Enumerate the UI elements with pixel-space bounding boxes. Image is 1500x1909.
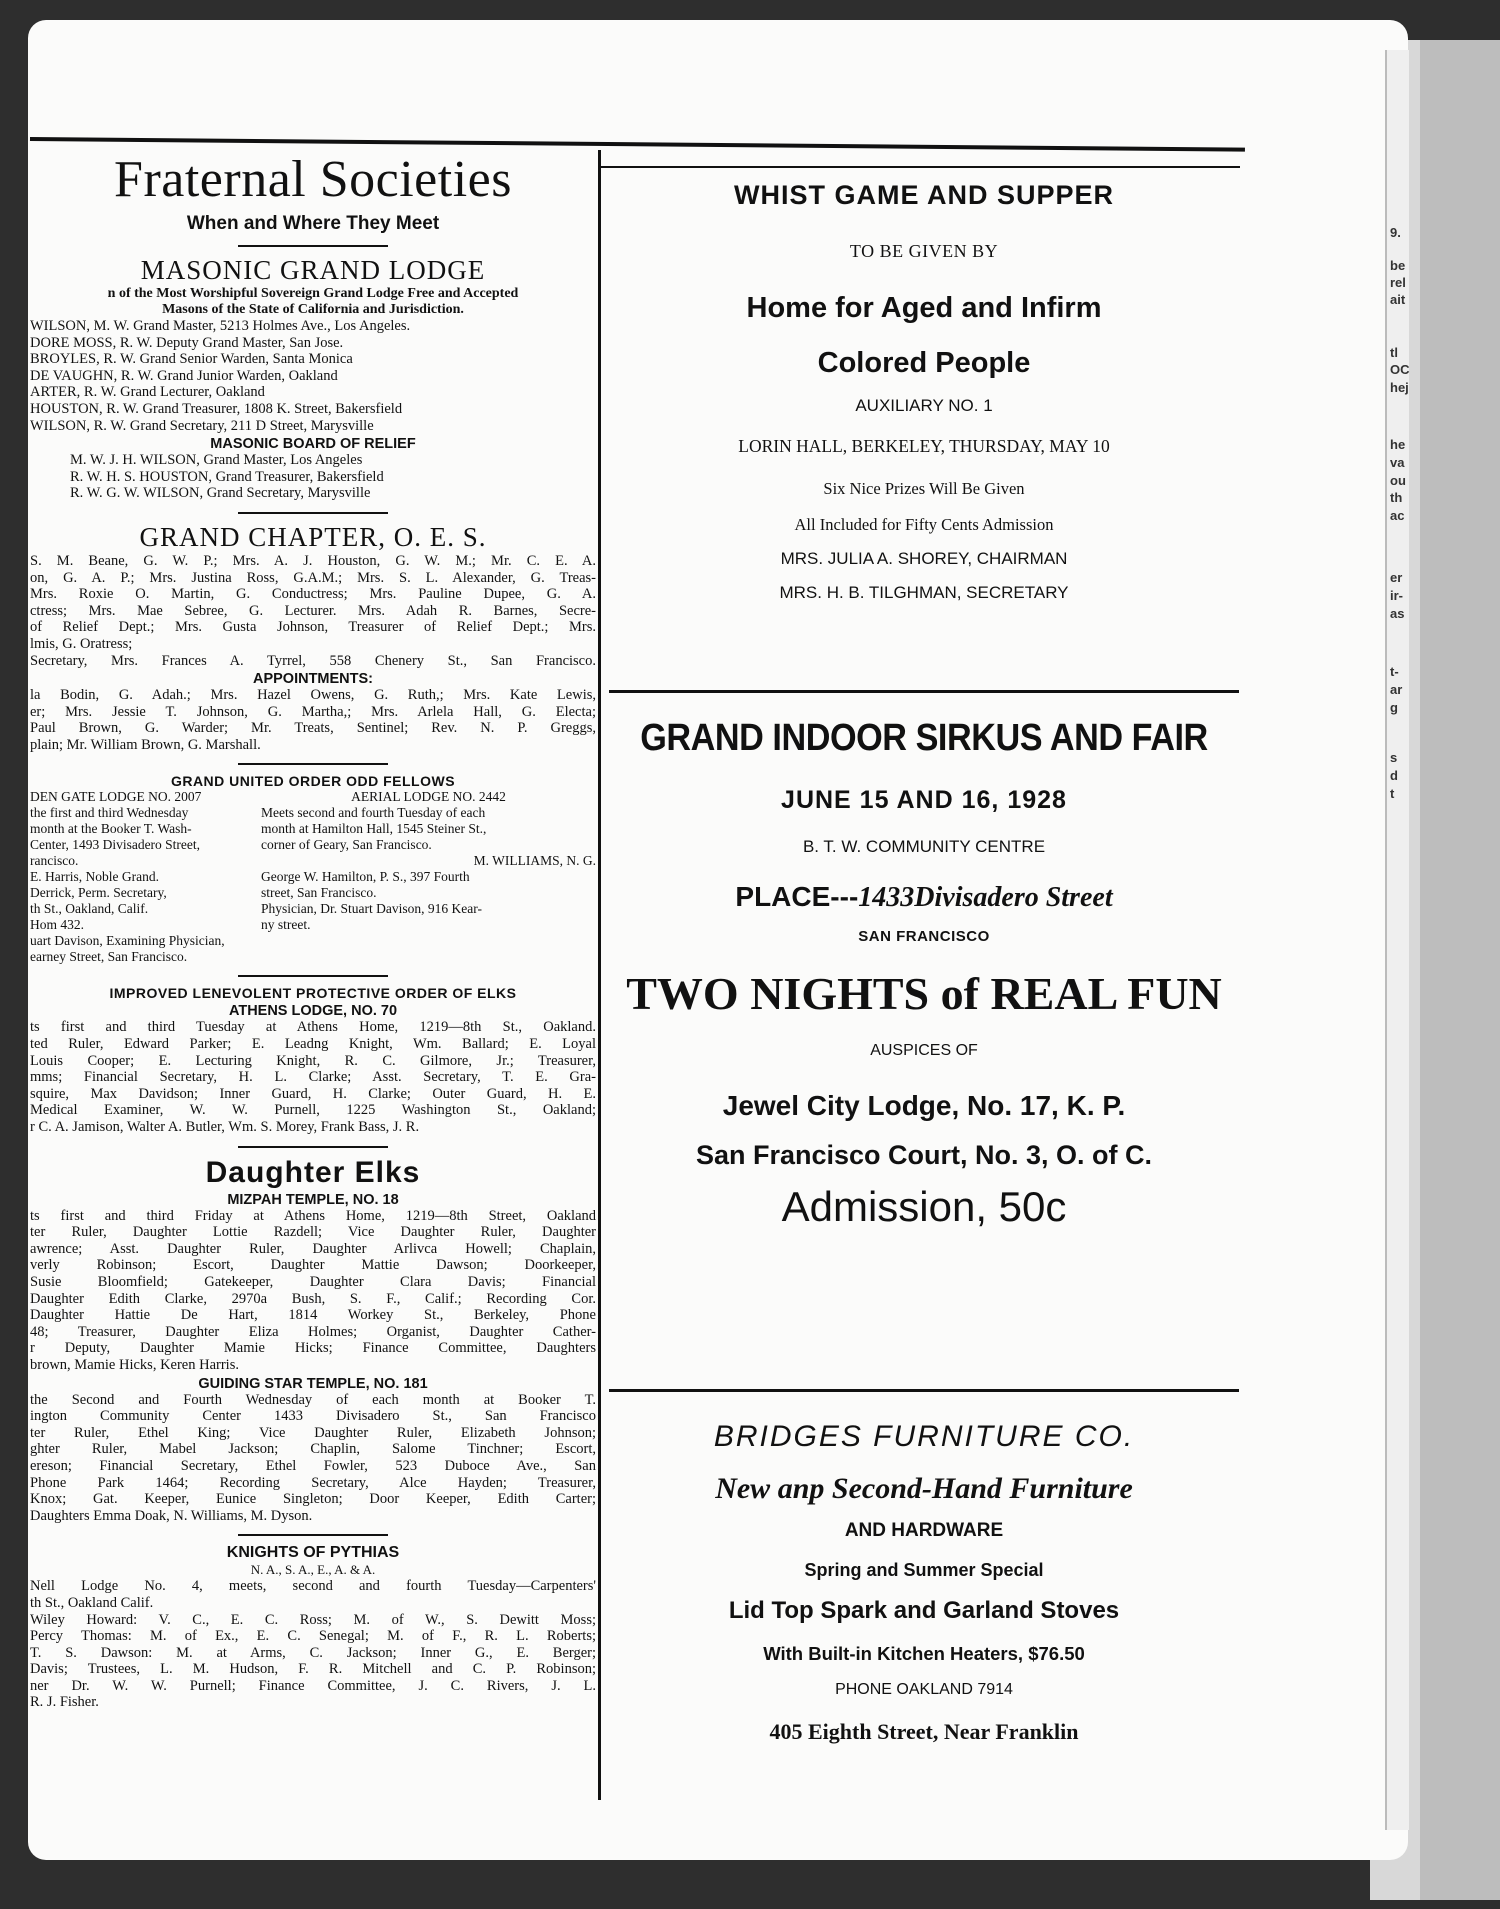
text-line: uart Davison, Examining Physician, — [30, 933, 225, 949]
sirkus-auspices: AUSPICES OF — [870, 1042, 978, 1059]
odd-fellows-title: GRAND UNITED ORDER ODD FELLOWS — [170, 773, 456, 790]
text-line: mms; Financial Secretary, H. L. Clarke; Asst. Secretary, T. E. Gra- — [30, 1069, 596, 1086]
whist-given-by: TO BE GIVEN BY — [849, 241, 999, 261]
masonic-officers — [30, 318, 596, 434]
edge-fragment: t- — [1390, 664, 1399, 679]
edge-fragment: as — [1390, 606, 1405, 621]
text-line: la Bodin, G. Adah.; Mrs. Hazel Owens, G. Ruth,; Mrs. Kate Lewis, — [30, 687, 596, 704]
text-line: squire, Max Davidson; Inner Guard, H. Clarke; Outer Guard, H. E. — [30, 1085, 596, 1102]
text-line: T. S. Dawson: M. at Arms, C. Jackson; Inner G., E. Berger; — [30, 1644, 596, 1661]
mizpah-officers — [30, 1208, 596, 1374]
divider — [238, 1534, 388, 1536]
text-line: ington Community Center 1433 Divisadero St., San Francisco — [30, 1408, 596, 1425]
sirkus-dates: JUNE 15 AND 16, 1928 — [781, 786, 1067, 814]
edge-fragment: ac — [1390, 508, 1405, 523]
text-line: AERIAL LODGE NO. 2442 — [351, 789, 506, 805]
edge-fragment: d — [1390, 768, 1398, 783]
aerial-lodge — [261, 789, 596, 965]
whist-auxiliary: AUXILIARY NO. 1 — [855, 396, 993, 415]
sirkus-fun: TWO NIGHTS of REAL FUN — [626, 968, 1222, 1019]
text-line: Davis; Trustees, L. M. Hudson, F. R. Mitchell and C. P. Robinson; — [30, 1661, 596, 1678]
whist-org-line2: Colored People — [817, 347, 1031, 379]
divider — [238, 245, 388, 247]
whist-place: LORIN HALL, BERKELEY, THURSDAY, MAY 10 — [738, 436, 1110, 456]
divider — [238, 512, 388, 514]
text-line: DORE MOSS, R. W. Deputy Grand Master, San Jose. — [30, 334, 344, 351]
text-line: street, San Francisco. — [261, 885, 377, 901]
golden-gate-lodge — [30, 789, 245, 965]
text-line: Masons of the State of California and Jurisdiction. — [162, 302, 464, 317]
text-line: th St., Oakland, Calif. — [30, 901, 149, 917]
pythias-title: KNIGHTS OF PYTHIAS — [226, 1544, 400, 1562]
masonic-board-officers — [30, 452, 596, 502]
sirkus-fair-ad — [604, 717, 1244, 1389]
text-line: DE VAUGHN, R. W. Grand Junior Warden, Oakland — [30, 367, 338, 384]
sirkus-title: GRAND INDOOR SIRKUS AND FAIR — [640, 717, 1208, 759]
edge-fragment: be — [1390, 258, 1406, 273]
text-line: ts first and third Tuesday at Athens Home, 1219—8th St., Oakland. — [30, 1019, 596, 1036]
edge-fragment: ar — [1390, 682, 1403, 697]
sirkus-city: SAN FRANCISCO — [858, 928, 990, 945]
text-line: M. WILLIAMS, N. G. — [473, 853, 596, 869]
text-line: 48; Treasurer, Daughter Eliza Holmes; Organist, Daughter Cather- — [30, 1323, 596, 1340]
text-line: ts first and third Friday at Athens Home, 1219—8th Street, Oakland — [30, 1207, 596, 1224]
edge-fragment: ait — [1390, 292, 1406, 307]
ad-divider — [609, 690, 1239, 693]
sirkus-place-label: PLACE--- — [735, 881, 859, 912]
text-line: on, G. A. P.; Mrs. Justina Ross, G.A.M.; Mrs. S. L. Alexander, G. Treas- — [30, 569, 596, 586]
text-line: ny street. — [261, 917, 311, 933]
sirkus-place-value: 1433Divisadero Street — [858, 882, 1113, 913]
text-line: ter Ruler, Daughter Lottie Razdell; Vice Daughter Ruler, Daughter — [30, 1224, 596, 1241]
text-line: Meets second and fourth Tuesday of each — [261, 805, 486, 821]
advertisements-column — [604, 170, 1244, 1810]
sirkus-admission: Admission, 50c — [781, 1183, 1067, 1230]
text-line: Derrick, Perm. Secretary, — [30, 885, 167, 901]
text-line: Nell Lodge No. 4, meets, second and fourth Tuesday—Carpenters' — [30, 1578, 596, 1595]
text-line: Daughter Hattie De Hart, 1814 Workey St., Berkeley, Phone — [30, 1307, 596, 1324]
grand-chapter-oes — [30, 522, 596, 754]
text-line: Knox; Gat. Keeper, Eunice Singleton; Door Keeper, Edith Carter; — [30, 1491, 596, 1508]
text-line: WILSON, R. W. Grand Secretary, 211 D Street, Marysville — [30, 417, 374, 434]
section-title: Fraternal Societies — [114, 151, 512, 208]
edge-fragment: va — [1390, 455, 1405, 470]
text-line: er; Mrs. Jessie T. Johnson, G. Martha,; Mrs. Arlela Hall, G. Electa; — [30, 703, 596, 720]
text-line: month at the Booker T. Wash- — [30, 821, 192, 837]
edge-fragment: OC — [1390, 362, 1410, 377]
edge-fragment: rel — [1390, 275, 1406, 290]
text-line: M. W. J. H. WILSON, Grand Master, Los Angeles — [70, 452, 363, 469]
oes-appointments-title: APPOINTMENTS: — [252, 671, 374, 688]
sirkus-lodge2: San Francisco Court, No. 3, O. of C. — [695, 1140, 1153, 1170]
text-line: DEN GATE LODGE NO. 2007 — [30, 789, 202, 805]
text-line: Susie Bloomfield; Gatekeeper, Daughter Clara Davis; Financial — [30, 1274, 596, 1290]
odd-fellows — [30, 773, 596, 965]
divider — [238, 1146, 388, 1148]
text-line: corner of Geary, San Francisco. — [261, 837, 432, 853]
knights-of-pythias — [30, 1544, 596, 1711]
edge-fragment: s — [1390, 750, 1398, 765]
edge-fragment: 9. — [1390, 225, 1401, 240]
text-line: R. W. G. W. WILSON, Grand Secretary, Marysville — [70, 485, 371, 502]
text-line: verly Robinson; Escort, Daughter Mattie Dawson; Doorkeeper, — [30, 1257, 596, 1274]
edge-fragment: tl — [1390, 345, 1398, 360]
text-line: ted Ruler, Edward Parker; E. Leadng Knight, Wm. Ballard; E. Loyal — [30, 1036, 596, 1053]
daughter-elks-title: Daughter Elks — [205, 1155, 421, 1189]
daughter-elks — [30, 1156, 596, 1525]
bridges-address: 405 Eighth Street, Near Franklin — [769, 1719, 1079, 1744]
whist-secretary: MRS. H. B. TILGHMAN, SECRETARY — [779, 583, 1069, 602]
text-line: lmis, G. Oratress; — [30, 635, 133, 652]
text-line: R. J. Fisher. — [30, 1694, 99, 1711]
bridges-furniture-ad — [604, 1420, 1244, 1745]
oes-officers — [30, 553, 596, 669]
text-line: Daughter Edith Clarke, 2970a Bush, S. F., Calif.; Recording Cor. — [30, 1290, 596, 1307]
text-line: th St., Oakland Calif. — [30, 1594, 154, 1611]
text-line: Mrs. Roxie O. Martin, G. Conductress; Mrs. Pauline Dupee, G. A. — [30, 586, 596, 603]
text-line: ghter Ruler, Mabel Jackson; Chaplin, Salome Tinchner; Escort, — [30, 1441, 596, 1458]
top-rule-second — [600, 166, 1240, 168]
fraternal-societies-column — [30, 150, 596, 1800]
text-line: Center, 1493 Divisadero Street, — [30, 837, 201, 853]
text-line: Hom 432. — [30, 917, 84, 933]
sirkus-place — [604, 881, 1244, 914]
text-line: the Second and Fourth Wednesday of each month at Booker T. — [30, 1391, 596, 1408]
text-line: Paul Brown, G. Warder; Mr. Treats, Sentinel; Rev. N. P. Greggs, — [30, 720, 596, 737]
text-line: WILSON, M. W. Grand Master, 5213 Holmes Ave., Los Angeles. — [30, 318, 411, 334]
pythias-subtitle: N. A., S. A., E., A. & A. — [250, 1562, 376, 1578]
sirkus-lodge1: Jewel City Lodge, No. 17, K. P. — [722, 1090, 1126, 1121]
divider — [238, 975, 388, 977]
whist-game-ad — [604, 170, 1244, 690]
text-line: Medical Examiner, W. W. Purnell, 1225 Washington St., Oakland; — [30, 1102, 596, 1119]
bridges-line5: With Built-in Kitchen Heaters, $76.50 — [763, 1643, 1085, 1664]
bridges-line2: AND HARDWARE — [844, 1520, 1004, 1541]
whist-chairman: MRS. JULIA A. SHOREY, CHAIRMAN — [780, 549, 1068, 568]
edge-fragment: t — [1390, 786, 1395, 801]
text-line: S. M. Beane, G. W. P.; Mrs. A. J. Houston, G. W. M.; Mr. C. E. A. — [30, 552, 596, 569]
edge-fragment: g — [1390, 700, 1398, 715]
bridges-phone: PHONE OAKLAND 7914 — [835, 1681, 1013, 1698]
edge-fragment: hej — [1390, 380, 1409, 395]
pythias-officers — [30, 1578, 596, 1711]
mizpah-title: MIZPAH TEMPLE, NO. 18 — [227, 1191, 399, 1208]
text-line: HOUSTON, R. W. Grand Treasurer, 1808 K. Street, Bakersfield — [30, 400, 403, 417]
bridges-line3: Spring and Summer Special — [804, 1560, 1044, 1580]
text-line: earney Street, San Francisco. — [30, 949, 188, 965]
text-line: ereson; Financial Secretary, Ethel Fowler, 523 Duboce Ave., San — [30, 1457, 596, 1474]
section-subtitle: When and Where They Meet — [186, 213, 440, 234]
bridges-line4: Lid Top Spark and Garland Stoves — [728, 1597, 1120, 1624]
text-line: ctress; Mrs. Mae Sebree, G. Lecturer. Mrs. Adah R. Barnes, Secre- — [30, 602, 596, 619]
whist-org-line1: Home for Aged and Infirm — [746, 292, 1102, 324]
whist-admission: All Included for Fifty Cents Admission — [794, 515, 1054, 534]
text-line: rancisco. — [30, 853, 79, 869]
edge-fragment: ou — [1390, 473, 1406, 488]
text-line: Physician, Dr. Stuart Davison, 916 Kear- — [261, 901, 482, 917]
text-line: Louis Cooper; E. Lecturing Knight, R. C. Gilmore, Jr.; Treasurer, — [30, 1052, 596, 1069]
text-line: r C. A. Jamison, Walter A. Butler, Wm. S. Morey, Frank Bass, J. R. — [30, 1119, 420, 1136]
masonic-grand-lodge — [30, 255, 596, 502]
text-line: Phone Park 1464; Recording Secretary, Alce Hayden; Treasurer, — [30, 1474, 596, 1491]
text-line: of Relief Dept.; Mrs. Gusta Johnson, Treasurer of Relief Dept.; Mrs. — [30, 619, 596, 636]
guiding-star-title: GUIDING STAR TEMPLE, NO. 181 — [198, 1375, 428, 1392]
whist-title: WHIST GAME AND SUPPER — [733, 180, 1114, 210]
text-line: Secretary, Mrs. Frances A. Tyrrel, 558 Chenery St., San Francisco. — [30, 652, 596, 669]
text-line: plain; Mr. William Brown, G. Marshall. — [30, 736, 261, 753]
whist-prizes: Six Nice Prizes Will Be Given — [823, 479, 1025, 498]
sirkus-venue: B. T. W. COMMUNITY CENTRE — [802, 837, 1046, 856]
text-line: the first and third Wednesday — [30, 805, 189, 821]
masonic-title: MASONIC GRAND LODGE — [140, 255, 486, 285]
text-line: ner Dr. W. W. Purnell; Finance Committee, J. C. Rivers, J. L. — [30, 1677, 596, 1694]
text-line: R. W. H. S. HOUSTON, Grand Treasurer, Bakersfield — [70, 468, 384, 485]
text-line: Percy Thomas: M. of Ex., E. C. Senegal; M. of F., R. L. Roberts; — [30, 1628, 596, 1645]
text-line: brown, Mamie Hicks, Keren Harris. — [30, 1356, 239, 1373]
text-line: n of the Most Worshipful Sovereign Grand Lodge Free and Accepted — [107, 286, 519, 301]
text-line: awrence; Asst. Daughter Ruler, Daughter Arlivca Howell; Chaplain, — [30, 1240, 596, 1257]
bridges-line1: New anp Second-Hand Furniture — [715, 1472, 1133, 1505]
edge-fragment: th — [1390, 490, 1403, 505]
edge-fragment: er — [1390, 570, 1403, 585]
text-line: E. Harris, Noble Grand. — [30, 869, 159, 885]
edge-fragment: ir- — [1390, 588, 1403, 603]
elks-officers — [30, 1019, 596, 1135]
guiding-star-officers — [30, 1392, 596, 1525]
divider — [238, 763, 388, 765]
elks-athens-lodge — [30, 985, 596, 1135]
adjacent-page-edge — [1385, 50, 1409, 1830]
text-line: BROYLES, R. W. Grand Senior Warden, Santa Monica — [30, 351, 353, 368]
bridges-title: BRIDGES FURNITURE CO. — [713, 1420, 1135, 1453]
text-line: ARTER, R. W. Grand Lecturer, Oakland — [30, 384, 265, 401]
text-line: ter Ruler, Ethel King; Vice Daughter Ruler, Elizabeth Johnson; — [30, 1424, 596, 1441]
ad-divider — [609, 1389, 1239, 1392]
text-line: month at Hamilton Hall, 1545 Steiner St., — [261, 821, 487, 837]
text-line: Wiley Howard: V. C., E. C. Ross; M. of W., S. Dewitt Moss; — [30, 1611, 596, 1628]
text-line: Daughters Emma Doak, N. Williams, M. Dyson. — [30, 1507, 313, 1524]
masonic-board-title: MASONIC BOARD OF RELIEF — [210, 436, 416, 453]
masonic-intro — [30, 286, 596, 318]
oes-appointments — [30, 687, 596, 753]
oes-title: GRAND CHAPTER, O. E. S. — [139, 521, 487, 552]
text-line: George W. Hamilton, P. S., 397 Fourth — [261, 869, 470, 885]
elks-subtitle: ATHENS LODGE, NO. 70 — [228, 1003, 398, 1020]
edge-fragment: he — [1390, 437, 1406, 452]
underlying-pages-edge — [1420, 40, 1500, 1900]
elks-title: IMPROVED LENEVOLENT PROTECTIVE ORDER OF ELKS — [109, 985, 517, 1002]
text-line: r Deputy, Daughter Mamie Hicks; Finance Committee, Daughters — [30, 1340, 596, 1357]
